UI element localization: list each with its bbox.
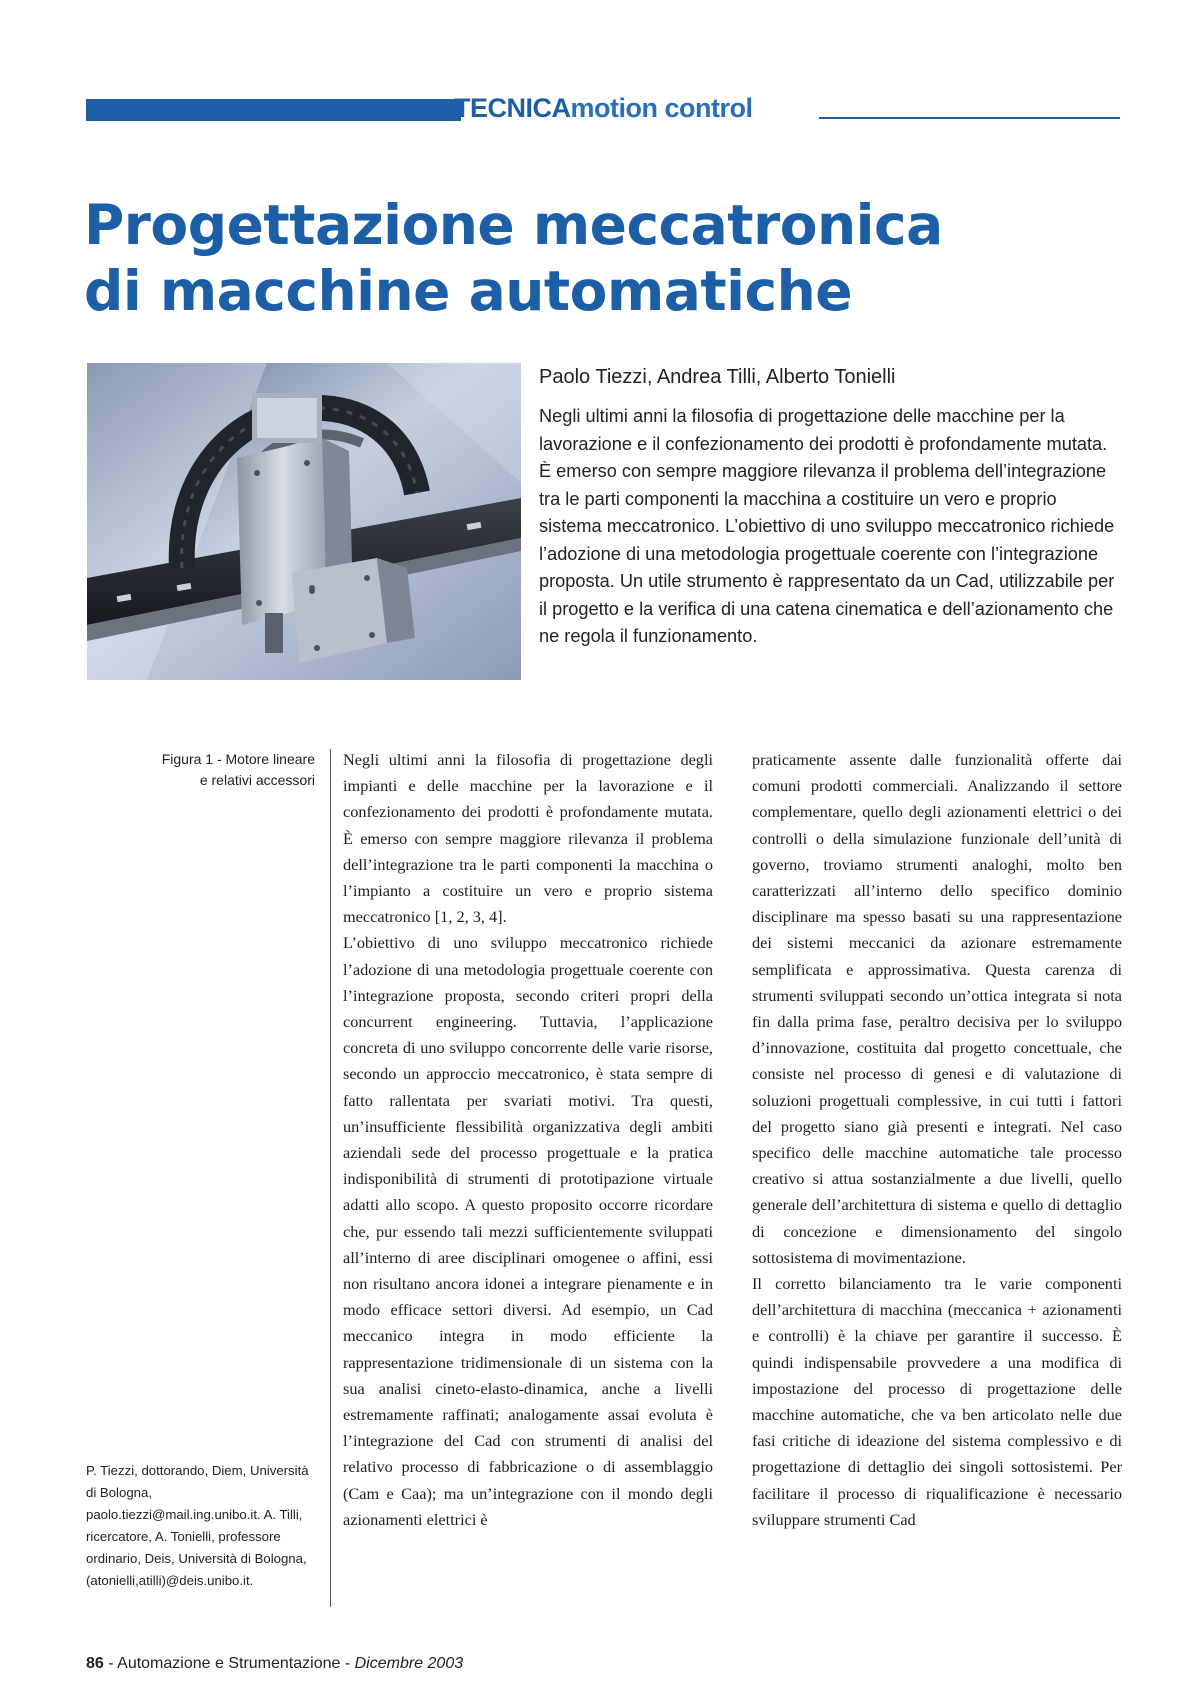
figure-caption-line-1: Figura 1 - Motore lineare: [161, 751, 315, 767]
footer-separator: -: [340, 1655, 355, 1672]
article-abstract: Negli ultimi anni la filosofia di progettazione delle macchine per la lavorazione e il confezionamento dei prodotti è profondamente mutata. È emerso con sempre maggiore rilevanza il problema dell’integrazione tra le parti componenti la macchina a costituire un vero e proprio sistema meccatronico. L’obiettivo di uno sviluppo meccatronico richiede l’adozione di una metodologia progettuale coerente con l’integrazione proposta. Un utile strumento è rappresentato da un Cad, utilizzabile per il progetto e la verifica di una catena cinematica e dell’azionamento che ne regola il funzionamento.: [539, 406, 1115, 646]
body-column-2: [752, 747, 1122, 1533]
section-name: TECNICA: [454, 93, 571, 123]
section-label: [454, 93, 752, 124]
header-rule: [819, 117, 1120, 119]
body-paragraph: Il corretto bilanciamento tra le varie componenti dell’architettura di macchina (meccanica + azionamenti e controlli) è la chiave per garantire il successo. È quindi indispensabile provvedere a una modifica di impostazione del processo di progettazione delle macchine automatiche, che va ben articolato nelle due fasi critiche di ideazione del sistema complessivo e di progettazione di dettaglio dei singoli sottosistemi. Per facilitare il processo di riqualificazione è necessario sviluppare strumenti Cad: [752, 1274, 1122, 1529]
body-paragraph: L’obiettivo di uno sviluppo meccatronico richiede l’adozione di una metodologia progettuale coerente con l’integrazione proposta, secondo criteri propri della concurrent engineering. Tuttavia, l’applicazione concreta di uno sviluppo concorrente delle varie risorse, secondo un approccio meccatronico, è stata sempre di fatto rallentata per svariati motivi. Tra questi, un’insufficiente flessibilità organizzativa degli ambiti aziendali sede del processo progettuale e la pratica indisponibilità di strumenti di prototipazione virtuale adatti allo scopo. A questo proposito occorre ricordare che, pur essendo tali mezzi sufficientemente sviluppati all’interno di aree disciplinari omogenee o affini, essi non risultano ancora idonei a integrare pienamente e in modo efficace settori diversi. Ad esempio, un Cad meccanico integra in modo efficiente la rappresentazione tridimensionale di un sistema con la sua analisi cineto-elasto-dinamica, anche a livelli estremamente raffinati; analogamente assai evoluta è l’integrazione del Cad con strumenti di analisi del relativo processo di fabbricazione o di assemblaggio (Cam e Caa); ma un’integrazione con il mondo degli azionamenti elettrici è: [343, 933, 713, 1529]
header-bar: [86, 99, 461, 121]
article-title: [84, 192, 1134, 324]
issue-date: Dicembre 2003: [354, 1655, 464, 1672]
body-paragraph: Negli ultimi anni la filosofia di progettazione degli impianti e delle macchine per la lavorazione e il confezionamento dei prodotti è profondamente mutata. È emerso con sempre maggiore rilevanza il problema dell’integrazione tra le parti componenti la macchina o l’impianto a costituire un vero e proprio sistema meccatronico [1, 2, 3, 4].: [343, 750, 713, 927]
page-footer: [86, 1655, 463, 1673]
body-column-1: [343, 747, 713, 1533]
section-header: [86, 93, 1120, 123]
figure-caption-line-2: e relativi accessori: [199, 772, 315, 788]
figure-caption: [100, 749, 315, 791]
column-divider: [330, 749, 331, 1607]
section-topic: motion control: [570, 93, 753, 123]
linear-motor-photo: [87, 363, 521, 680]
body-paragraph: praticamente assente dalle funzionalità offerte dai comuni prodotti commerciali. Analizzando il settore complementare, quello degli azionamenti elettrici o dei controlli o della simulazione funzionale dell’unità di governo, troviamo strumenti analoghi, molto ben caratterizzati all’interno dello specifico dominio disciplinare ma spesso basati su una rappresentazione dei sistemi meccanici da azionare estremamente semplificata e approssimativa. Questa carenza di strumenti sviluppati secondo un’ottica integrata si nota fin dalla prima fase, peraltro decisiva per lo sviluppo d’innovazione, costituita dal progetto concettuale, che consiste nel processo di genesi e di valutazione di soluzioni progettuali complessive, in cui tutti i fattori del progetto siano già presenti e integrati. Nel caso specifico delle macchine automatiche tale processo creativo si attua sostanzialmente a due livelli, quello generale dell’architettura di sistema e quello di dettaglio di concezione e dimensionamento del singolo sottosistema di movimentazione.: [752, 750, 1122, 1267]
footer-separator: -: [103, 1655, 118, 1672]
page-number: 86: [86, 1655, 104, 1672]
article-authors: Paolo Tiezzi, Andrea Tilli, Alberto Tonielli: [539, 366, 896, 388]
title-line-2: di macchine automatiche: [84, 259, 853, 323]
title-line-1: Progettazione meccatronica: [84, 193, 943, 257]
publication-name: Automazione e Strumentazione: [117, 1655, 341, 1672]
author-affiliations: P. Tiezzi, dottorando, Diem, Università di Bologna, paolo.tiezzi@mail.ing.unibo.it. A. Tilli, ricercatore, A. Tonielli, professore ordinario, Deis, Università di Bologna, (atonielli,atilli)@deis.unibo.it.: [86, 1463, 309, 1588]
